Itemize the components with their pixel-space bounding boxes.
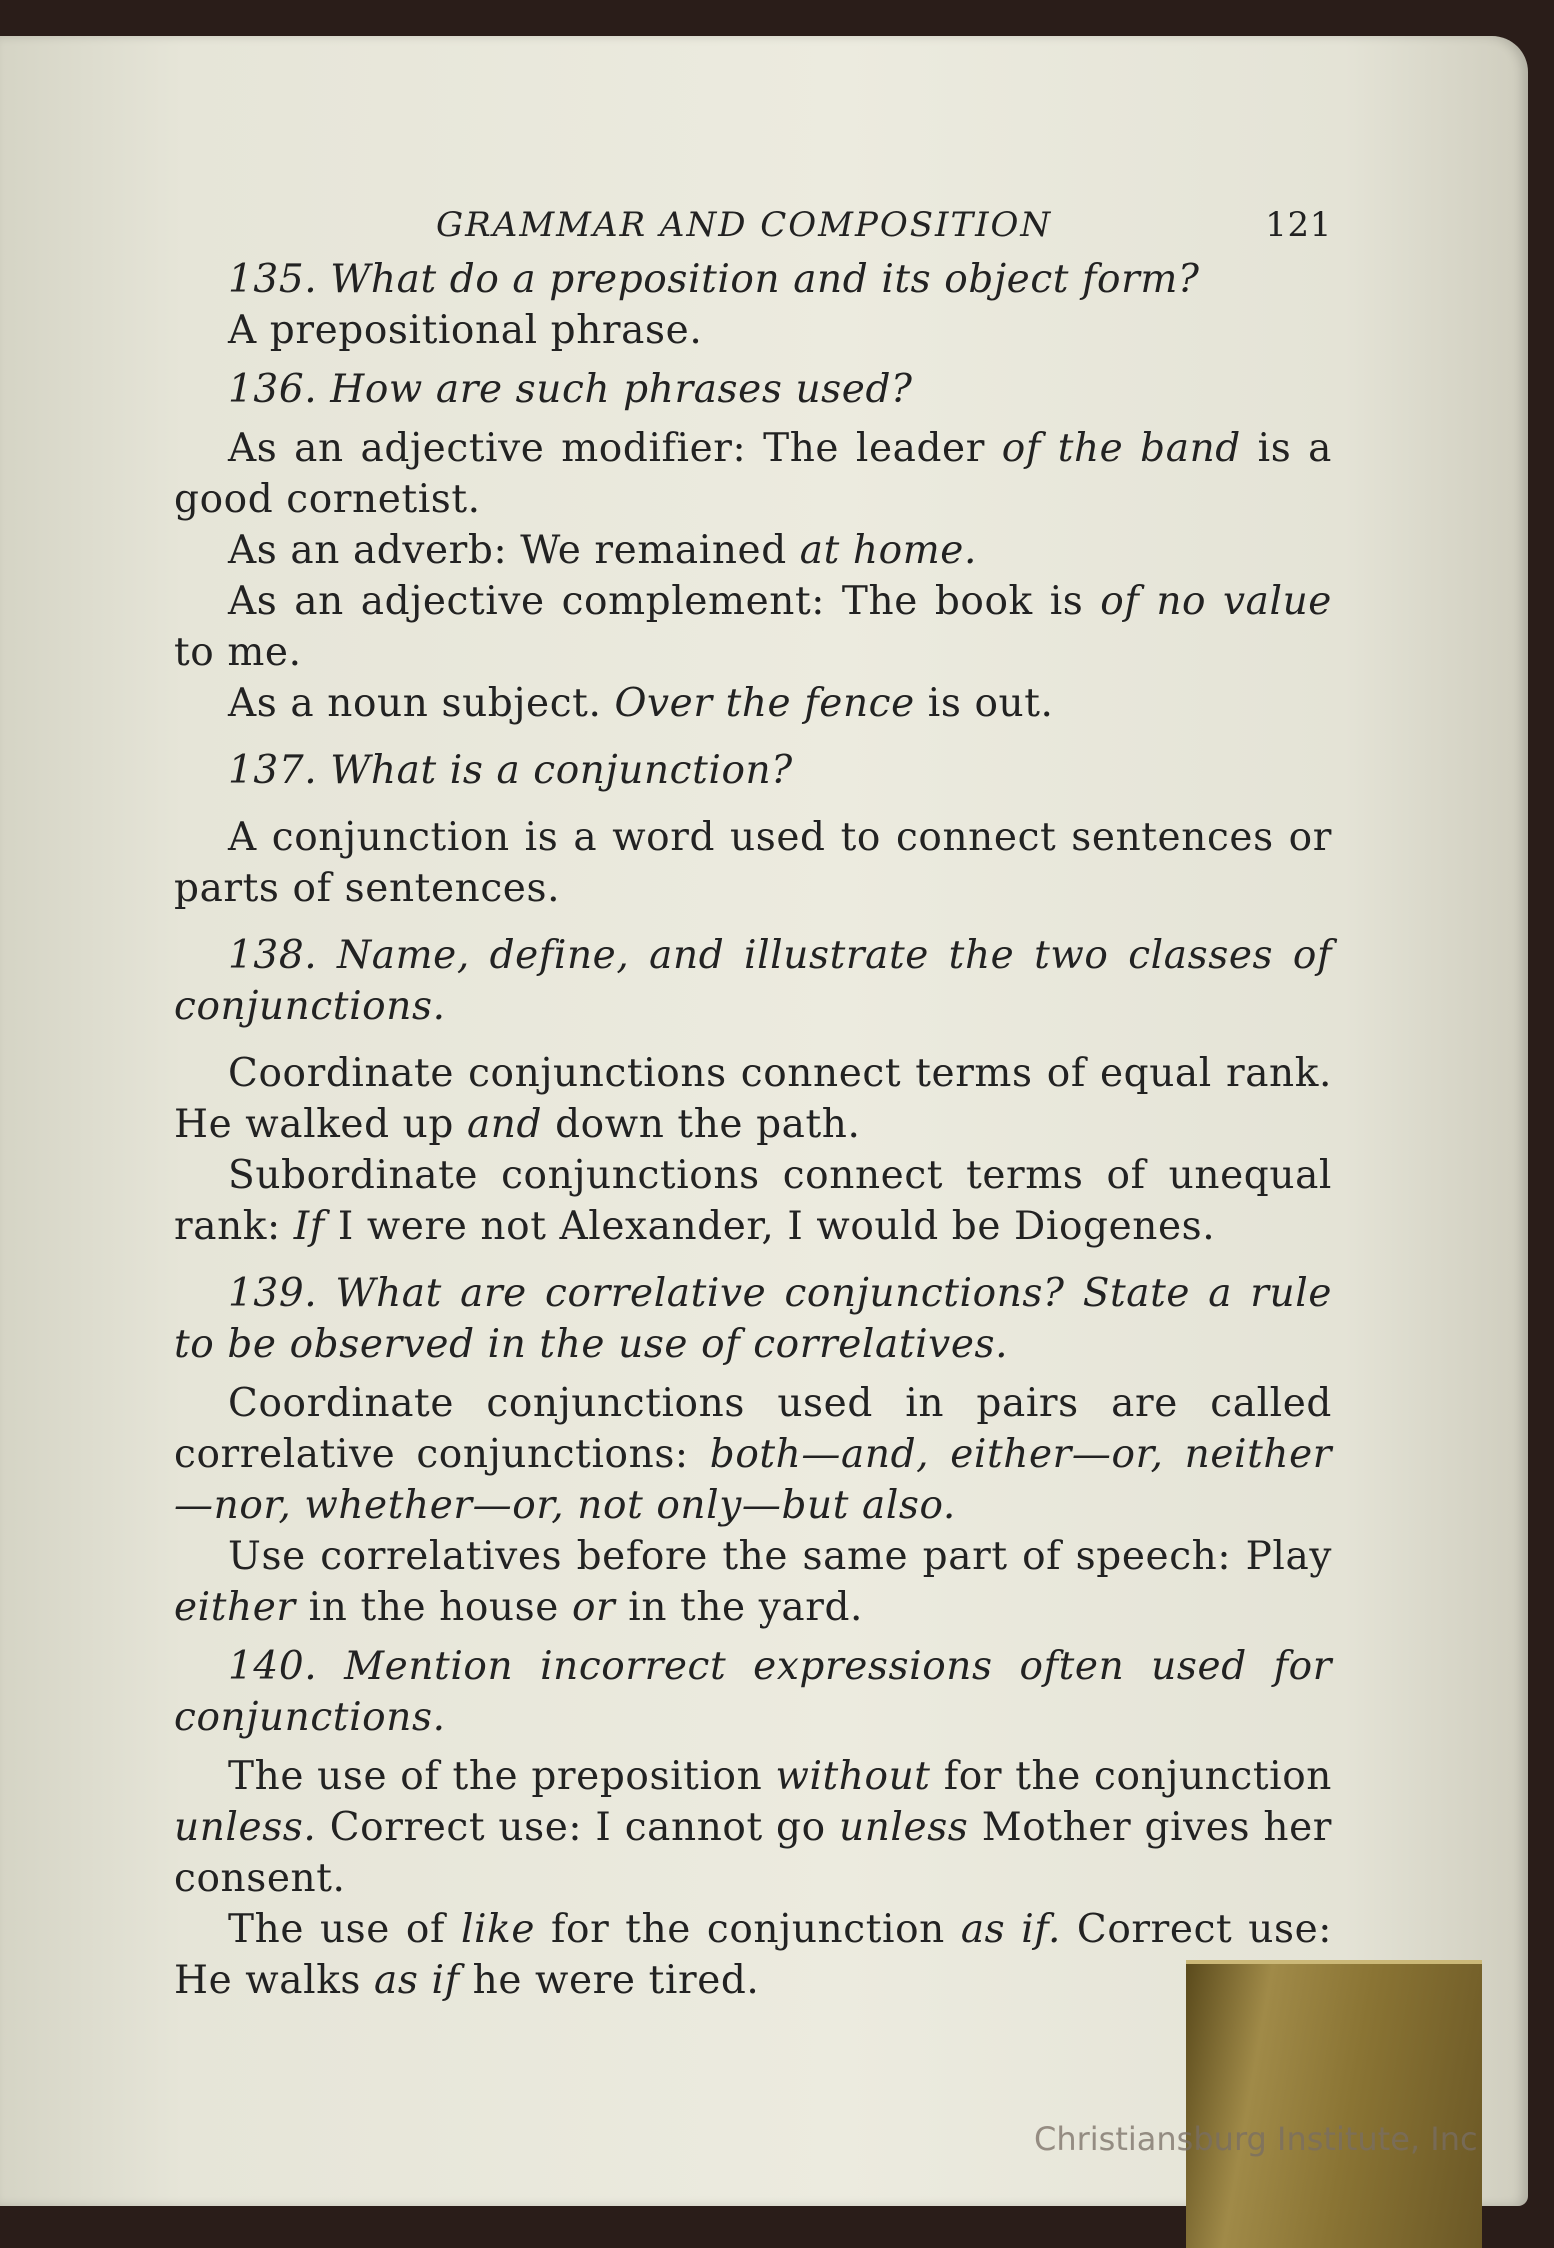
brass-page-holder bbox=[1186, 1960, 1482, 2248]
question-138: 138. Name, define, and illustrate the two classes of conjunctions. bbox=[174, 933, 1332, 1029]
answer-136-adjective-modifier: As an adjective modifier: The leader of the band is a good cornetist. bbox=[174, 426, 1332, 522]
answer-136-adjective-complement: As an adjective complement: The book is of no value to me. bbox=[174, 579, 1332, 675]
question-135: 135. What do a preposition and its object form? bbox=[228, 257, 1200, 302]
answer-136-noun-subject: As a noun subject. Over the fence is out. bbox=[228, 681, 1054, 726]
question-140: 140. Mention incorrect expressions often used for conjunctions. bbox=[174, 1644, 1332, 1740]
answer-135: A prepositional phrase. bbox=[228, 308, 703, 353]
answer-138-subordinate: Subordinate conjunctions connect terms of unequal rank: If I were not Alexander, I would be Diogenes. bbox=[174, 1153, 1332, 1249]
question-139: 139. What are correlative conjunctions? State a rule to be observed in the use of correlatives. bbox=[174, 1271, 1332, 1367]
running-header bbox=[174, 186, 1332, 254]
answer-140-without: The use of the preposition without for the conjunction unless. Correct use: I cannot go unless Mother gives her consent. bbox=[174, 1754, 1332, 1901]
answer-137: A conjunction is a word used to connect sentences or parts of sentences. bbox=[174, 815, 1332, 911]
answer-136-adverb: As an adverb: We remained at home. bbox=[228, 528, 977, 573]
header-title: GRAMMAR AND COMPOSITION bbox=[436, 205, 1053, 245]
book-page bbox=[0, 36, 1528, 2206]
answer-139-definition: Coordinate conjunctions used in pairs are called correlative conjunctions: both—and, either—or, neither—nor, whether—or, not only—but also. bbox=[174, 1381, 1332, 1528]
answer-138-coordinate: Coordinate conjunctions connect terms of equal rank. He walked up and down the path. bbox=[174, 1051, 1332, 1147]
answer-139-rule: Use correlatives before the same part of speech: Play either in the house or in the yard. bbox=[174, 1534, 1332, 1630]
answer-140-like: The use of like for the conjunction as if. Correct use: He walks as if he were tired. bbox=[174, 1907, 1332, 2003]
watermark: Christiansburg Institute, Inc bbox=[1034, 2120, 1478, 2158]
page-text bbox=[174, 186, 1332, 2006]
question-136: 136. How are such phrases used? bbox=[228, 367, 913, 412]
page-number: 121 bbox=[1265, 205, 1332, 245]
question-137: 137. What is a conjunction? bbox=[228, 748, 793, 793]
